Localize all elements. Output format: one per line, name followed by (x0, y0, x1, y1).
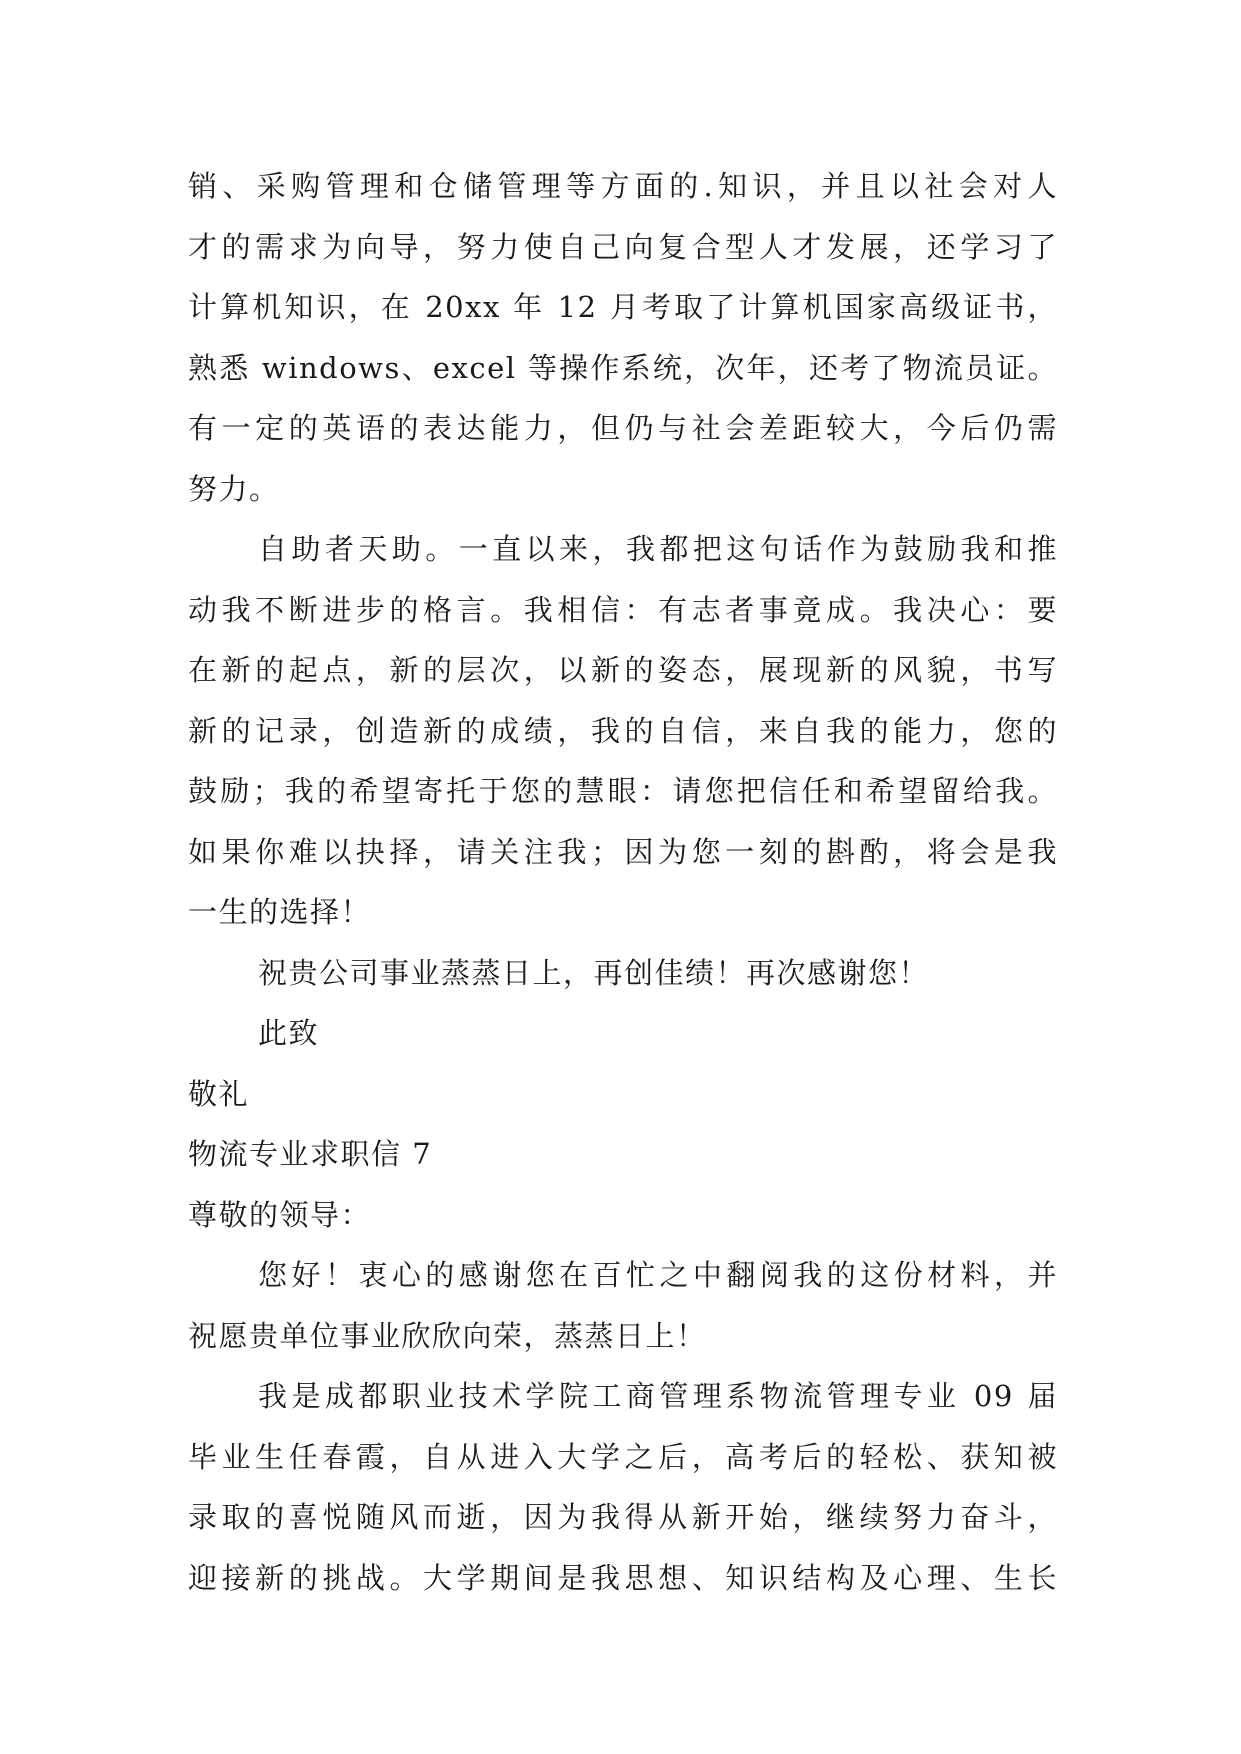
closing-regards: 敬礼 (188, 1076, 250, 1111)
text-line: 新的记录，创造新的成绩，我的自信，来自我的能力，您的 (188, 713, 1058, 748)
text-line: 在新的起点，新的层次，以新的姿态，展现新的风貌，书写 (188, 653, 1058, 687)
paragraph-start-line: 您好！衷心的感谢您在百忙之中翻阅我的这份材料，并 (258, 1258, 1058, 1292)
text-line: 努力。 (188, 471, 280, 506)
text-line: 如果你难以抉择，请关注我；因为您一刻的斟酌，将会是我 (188, 834, 1058, 869)
paragraph-start-line: 自助者天助。一直以来，我都把这句话作为鼓励我和推 (258, 532, 1058, 566)
paragraph-start-line: 我是成都职业技术学院工商管理系物流管理专业 09 届 (258, 1379, 1058, 1413)
closing-wish-line: 祝贵公司事业蒸蒸日上，再创佳绩！再次感谢您！ (258, 955, 930, 990)
letter-greeting: 尊敬的领导： (188, 1197, 372, 1232)
text-line: 鼓励；我的希望寄托于您的慧眼：请您把信任和希望留给我。 (188, 774, 1058, 808)
text-line: 迎接新的挑战。大学期间是我思想、知识结构及心理、生长 (188, 1560, 1058, 1595)
text-line: 一生的选择！ (188, 895, 372, 929)
closing-salutation: 此致 (258, 1016, 320, 1050)
text-line: 才的需求为向导，努力使自己向复合型人才发展，还学习了 (188, 229, 1058, 264)
text-line: 熟悉 windows、excel 等操作系统，次年，还考了物流员证。 (188, 350, 1058, 385)
text-line: 动我不断进步的格言。我相信：有志者事竟成。我决心：要 (188, 592, 1058, 627)
text-line: 祝愿贵单位事业欣欣向荣，蒸蒸日上！ (188, 1318, 707, 1353)
text-line: 毕业生任春霞，自从进入大学之后，高考后的轻松、获知被 (188, 1439, 1058, 1474)
document-body (188, 156, 1058, 1608)
text-line: 计算机知识，在 20xx 年 12 月考取了计算机国家高级证书， (188, 290, 1058, 324)
text-line: 录取的喜悦随风而逝，因为我得从新开始，继续努力奋斗， (188, 1500, 1058, 1534)
section-title: 物流专业求职信 7 (188, 1137, 433, 1171)
text-line: 有一定的英语的表达能力，但仍与社会差距较大，今后仍需 (188, 411, 1058, 445)
text-line: 销、采购管理和仓储管理等方面的.知识，并且以社会对人 (188, 169, 1058, 203)
